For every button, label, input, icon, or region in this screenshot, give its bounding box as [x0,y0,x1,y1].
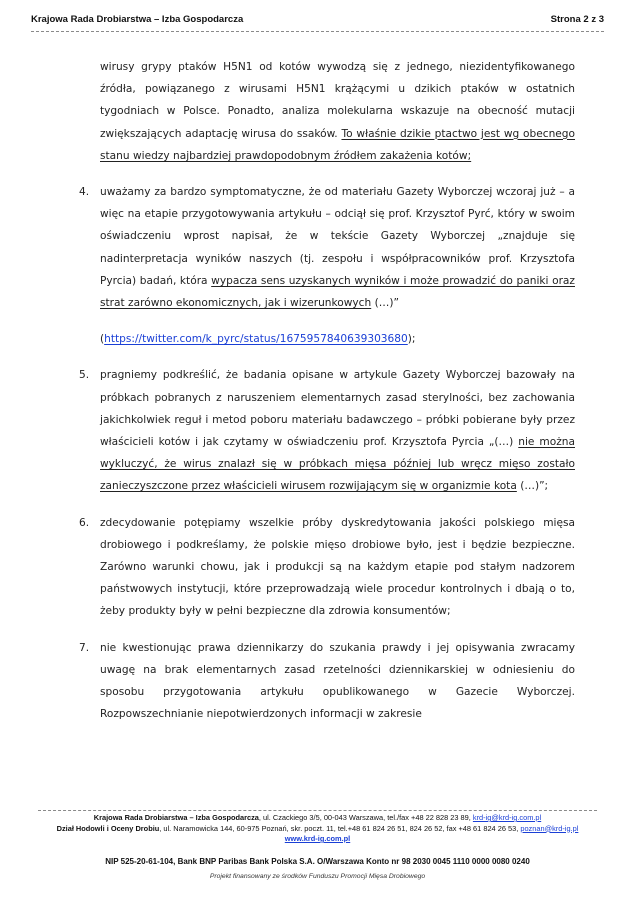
header-divider [31,31,604,32]
list-item-4: 4. uważamy za bardzo symptomatyczne, że od materiału Gazety Wyborczej wczoraj już – a więc na etapie przygotowywania artykułu – odciął się prof. Krzysztof Pyrć, który w swoim oświadczeniu wprost napisał, że w tekście Gazety Wyborczej „znajduje się nadinterpretacja wyników naszych (tj. zespołu i współpracowników prof. Krzysztofa Pyrcia) badań, która wypacza sens uzyskanych wyników i może prowadzić do paniki oraz strat zarówno ekonomicznych, jak i wizerunkowych (…)” [100,181,575,314]
footer-line-web [0,834,635,845]
list-item-7: 7. nie kwestionując prawa dziennikarzy do szukania prawdy i jej opisywania zwracamy uwagę na brak elementarnych zasad rzetelności dziennikarskiej w odniesieniu do sposobu przygotowania artykułu opublikowanego w Gazecie Wyborczej. Rozpowszechnianie niepotwierdzonych informacji w zakresie [100,637,575,726]
email-link-hq[interactable]: krd-ig@krd-ig.com.pl [472,813,542,822]
paragraph-continuation: wirusy grypy ptaków H5N1 od kotów wywodzą się z jednego, niezidentyfikowanego źródła, powiązanego z wirusami H5N1 krążącymi u dzikich ptaków w ostatnich tygodniach w Polsce. Ponadto, analiza molekularna wskazuje na obecność mutacji zwiększających adaptację wirusa do ssaków. To właśnie dzikie ptactwo jest wg obecnego stanu wiedzy najbardziej prawdopodobnym źródłem zakażenia kotów; [100,61,576,162]
page-number: Strona 2 z 3 [550,14,604,25]
list-number: 5. [79,369,90,382]
underlined-quote: wypacza sens uzyskanych wyników i może prowadzić do paniki oraz strat zarówno ekonomicznych, jak i wizerunkowych [100,274,575,310]
twitter-link[interactable]: https://twitter.com/k_pyrc/status/1675957840639303680 [104,333,408,346]
funding-note: Projekt finansowany ze środków Funduszu Promocji Mięsa Drobiowego [209,873,426,880]
document-body [0,56,635,725]
list-number: 4. [79,186,90,199]
source-link-line: (https://twitter.com/k_pyrc/status/1675957840639303680); [100,333,416,346]
underlined-quote: nie można wykluczyć, że wirus znalazł się w próbkach mięsa później lub wręcz mięso zostało zanieczyszczone przez właścicieli wirusem rozwijającym się w organizmie kota [100,436,575,493]
underlined-statement: To właśnie dzikie ptactwo jest wg obecnego stanu wiedzy najbardziej prawdopodobnym źródłem zakażenia kotów; [100,127,576,162]
list-number: 6. [79,516,90,529]
list-number: 7. [79,641,90,654]
website-link[interactable]: www.krd-ig.com.pl [284,834,351,843]
header-organization: Krajowa Rada Drobiarstwa – Izba Gospodarcza [31,14,244,25]
bank-details: NIP 525-20-61-104, Bank BNP Paribas Bank Polska S.A. O/Warszawa Konto nr 98 2030 0045 1110 0000 0080 0240 [105,857,530,866]
list-item-5: 5. pragniemy podkreślić, że badania opisane w artykule Gazety Wyborczej bazowały na próbkach pobranych z naruszeniem elementarnych zasad sterylności, bez zachowania jakichkolwiek reguł i metod poboru materiału badawczego – próbki pobierane były przez właścicieli kotów i jak czytamy w oświadczeniu prof. Krzysztofa Pyrcia „(…) nie można wykluczyć, że wirus znalazł się w próbkach mięsa później lub wręcz mięso zostało zanieczyszczone przez właścicieli wirusem rozwijającym się w organizmie kota (…)”; [100,364,575,497]
page-header [31,14,604,25]
footer-line-dept: Dział Hodowli i Oceny Drobiu, ul. Naramowicka 144, 60-975 Poznań, skr. poczt. 11, tel.+48 61 824 26 51, 824 26 52, fax +48 61 824 26 53, poznan@krd-ig.pl [56,823,579,833]
email-link-poznan[interactable]: poznan@krd-ig.pl [520,823,579,833]
footer-line-hq: Krajowa Rada Drobiarstwa – Izba Gospodarcza, ul. Czackiego 3/5, 00-043 Warszawa, tel./fax +48 22 828 23 89, krd-ig@krd-ig.com.pl [93,813,542,822]
footer-divider [38,810,597,811]
list-item-6: 6. zdecydowanie potępiamy wszelkie próby dyskredytowania jakości polskiego mięsa drobiowego i podkreślamy, że polskie mięso drobiowe było, jest i będzie bezpieczne. Zarówno warunki chowu, jak i produkcji są na każdym etapie pod stałym nadzorem państwowych instytucji, które przeprowadzają wiele procedur kontrolnych i dbają o to, żeby produkty były w pełni bezpieczne dla zdrowia konsumentów; [100,512,575,623]
page-footer [0,813,635,845]
